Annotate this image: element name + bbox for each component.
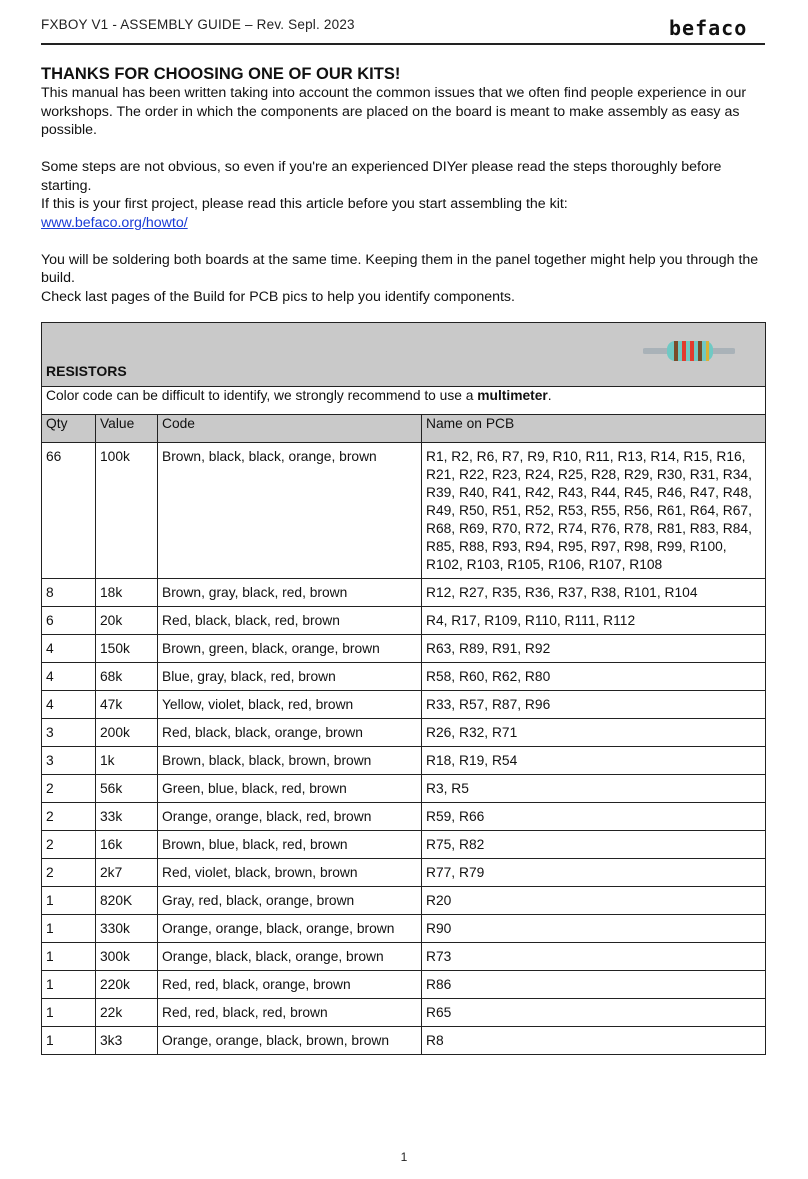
cell-code: Brown, gray, black, red, brown <box>158 579 422 607</box>
document-title: FXBOY V1 - ASSEMBLY GUIDE – Rev. Sepl. 2023 <box>41 17 355 32</box>
cell-code: Orange, black, black, orange, brown <box>158 943 422 971</box>
table-row <box>42 887 766 915</box>
table-row <box>42 691 766 719</box>
cell-code: Red, black, black, red, brown <box>158 607 422 635</box>
cell-value: 33k <box>96 803 158 831</box>
cell-code: Green, blue, black, red, brown <box>158 775 422 803</box>
table-row <box>42 607 766 635</box>
intro-heading: THANKS FOR CHOOSING ONE OF OUR KITS! <box>41 65 401 83</box>
cell-value: 20k <box>96 607 158 635</box>
resistors-table <box>41 322 766 1055</box>
cell-qty: 2 <box>42 803 96 831</box>
page-number: 1 <box>400 1150 408 1164</box>
column-header-code: Code <box>158 415 422 443</box>
cell-name-on-pcb: R75, R82 <box>422 831 766 859</box>
table-row <box>42 719 766 747</box>
cell-name-on-pcb: R8 <box>422 1027 766 1055</box>
cell-qty: 6 <box>42 607 96 635</box>
cell-qty: 1 <box>42 887 96 915</box>
table-row <box>42 635 766 663</box>
cell-code: Red, red, black, red, brown <box>158 999 422 1027</box>
cell-name-on-pcb: R58, R60, R62, R80 <box>422 663 766 691</box>
cell-name-on-pcb: R65 <box>422 999 766 1027</box>
cell-code: Red, red, black, orange, brown <box>158 971 422 999</box>
cell-qty: 2 <box>42 859 96 887</box>
cell-value: 100k <box>96 443 158 579</box>
table-row <box>42 803 766 831</box>
cell-name-on-pcb: R63, R89, R91, R92 <box>422 635 766 663</box>
table-row <box>42 999 766 1027</box>
cell-name-on-pcb: R1, R2, R6, R7, R9, R10, R11, R13, R14, R15, R16, R21, R22, R23, R24, R25, R28, R29, R30, R31, R34, R39, R40, R41, R42, R43, R44, R45, R46, R47, R48, R49, R50, R51, R52, R53, R55, R56, R61, R64, R67, R68, R69, R70, R72, R74, R76, R78, R81, R83, R84, R85, R88, R93, R94, R95, R97, R98, R99, R100, R102, R103, R105, R106, R107, R108 <box>422 443 766 579</box>
befaco-logo <box>669 18 765 38</box>
table-row <box>42 663 766 691</box>
cell-code: Brown, black, black, orange, brown <box>158 443 422 579</box>
svg-text:befaco: befaco <box>669 18 748 38</box>
cell-value: 820K <box>96 887 158 915</box>
table-row <box>42 859 766 887</box>
cell-name-on-pcb: R90 <box>422 915 766 943</box>
note-text: Color code can be difficult to identify, we strongly recommend to use a <box>46 388 478 403</box>
table-row <box>42 775 766 803</box>
cell-code: Blue, gray, black, red, brown <box>158 663 422 691</box>
cell-value: 300k <box>96 943 158 971</box>
cell-code: Red, black, black, orange, brown <box>158 719 422 747</box>
cell-code: Red, violet, black, brown, brown <box>158 859 422 887</box>
cell-qty: 3 <box>42 747 96 775</box>
howto-link[interactable]: www.befaco.org/howto/ <box>41 214 188 231</box>
cell-qty: 1 <box>42 1027 96 1055</box>
cell-code: Yellow, violet, black, red, brown <box>158 691 422 719</box>
intro-paragraph-2a: Some steps are not obvious, so even if you're an experienced DIYer please read the steps thoroughly before starting. <box>41 159 722 194</box>
cell-value: 68k <box>96 663 158 691</box>
cell-qty: 3 <box>42 719 96 747</box>
table-row <box>42 915 766 943</box>
resistors-title: RESISTORS <box>46 363 127 379</box>
cell-value: 1k <box>96 747 158 775</box>
intro-paragraph-3a: You will be soldering both boards at the same time. Keeping them in the panel together might help you through the build. <box>41 251 759 286</box>
cell-value: 22k <box>96 999 158 1027</box>
cell-value: 16k <box>96 831 158 859</box>
cell-name-on-pcb: R59, R66 <box>422 803 766 831</box>
table-row <box>42 579 766 607</box>
cell-name-on-pcb: R73 <box>422 943 766 971</box>
cell-qty: 1 <box>42 915 96 943</box>
cell-qty: 4 <box>42 663 96 691</box>
table-row <box>42 1027 766 1055</box>
cell-qty: 2 <box>42 831 96 859</box>
cell-code: Brown, green, black, orange, brown <box>158 635 422 663</box>
table-row <box>42 747 766 775</box>
cell-code: Brown, black, black, brown, brown <box>158 747 422 775</box>
intro-paragraph-1: This manual has been written taking into account the common issues that we often find people experience in our workshops. The order in which the components are placed on the board is meant to make assembly as easy as possible. <box>41 85 747 138</box>
cell-name-on-pcb: R20 <box>422 887 766 915</box>
column-header-name-on-pcb: Name on PCB <box>422 415 766 443</box>
cell-value: 200k <box>96 719 158 747</box>
cell-name-on-pcb: R4, R17, R109, R110, R111, R112 <box>422 607 766 635</box>
cell-name-on-pcb: R86 <box>422 971 766 999</box>
cell-code: Orange, orange, black, red, brown <box>158 803 422 831</box>
cell-name-on-pcb: R26, R32, R71 <box>422 719 766 747</box>
cell-value: 2k7 <box>96 859 158 887</box>
column-header-value: Value <box>96 415 158 443</box>
cell-name-on-pcb: R12, R27, R35, R36, R37, R38, R101, R104 <box>422 579 766 607</box>
intro-paragraph-3b: Check last pages of the Build for PCB pics to help you identify components. <box>41 288 515 305</box>
cell-qty: 8 <box>42 579 96 607</box>
note-bold-multimeter: multimeter <box>477 388 548 403</box>
cell-name-on-pcb: R18, R19, R54 <box>422 747 766 775</box>
cell-value: 3k3 <box>96 1027 158 1055</box>
intro-paragraph-2b: If this is your first project, please read this article before you start assembling the kit: <box>41 196 568 212</box>
table-row <box>42 971 766 999</box>
cell-code: Gray, red, black, orange, brown <box>158 887 422 915</box>
cell-code: Brown, blue, black, red, brown <box>158 831 422 859</box>
resistor-icon <box>643 337 735 365</box>
cell-qty: 1 <box>42 971 96 999</box>
cell-code: Orange, orange, black, orange, brown <box>158 915 422 943</box>
page-header <box>41 0 765 45</box>
resistors-section-header <box>42 323 766 387</box>
table-header-row <box>42 415 766 443</box>
cell-qty: 4 <box>42 691 96 719</box>
cell-qty: 1 <box>42 943 96 971</box>
cell-value: 150k <box>96 635 158 663</box>
cell-qty: 66 <box>42 443 96 579</box>
cell-name-on-pcb: R33, R57, R87, R96 <box>422 691 766 719</box>
table-row <box>42 831 766 859</box>
cell-qty: 1 <box>42 999 96 1027</box>
cell-value: 220k <box>96 971 158 999</box>
cell-value: 330k <box>96 915 158 943</box>
cell-name-on-pcb: R3, R5 <box>422 775 766 803</box>
cell-name-on-pcb: R77, R79 <box>422 859 766 887</box>
column-header-qty: Qty <box>42 415 96 443</box>
multimeter-note-row <box>42 387 766 415</box>
note-suffix: . <box>547 388 552 403</box>
cell-qty: 4 <box>42 635 96 663</box>
cell-value: 56k <box>96 775 158 803</box>
cell-code: Orange, orange, black, brown, brown <box>158 1027 422 1055</box>
intro-section <box>41 64 771 343</box>
cell-value: 47k <box>96 691 158 719</box>
table-row <box>42 943 766 971</box>
cell-value: 18k <box>96 579 158 607</box>
table-row <box>42 443 766 579</box>
cell-qty: 2 <box>42 775 96 803</box>
